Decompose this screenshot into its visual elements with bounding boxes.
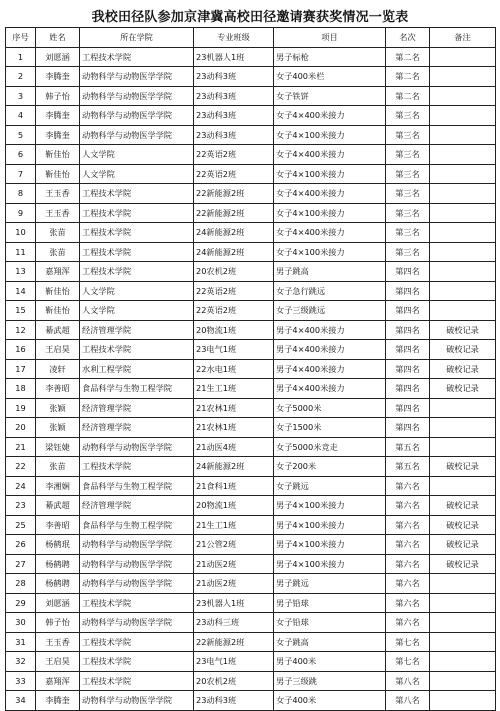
- cell-event: 男子4×100米接力: [274, 515, 386, 535]
- table-row: [6, 340, 496, 360]
- cell-name: 王启昊: [36, 652, 80, 672]
- cell-name: 凌轩: [36, 359, 80, 379]
- cell-remark: [430, 574, 496, 594]
- cell-class: 23动科3班: [194, 125, 274, 145]
- cell-name: 綦武超: [36, 496, 80, 516]
- cell-name: 王玉香: [36, 203, 80, 223]
- cell-rank: 第四名: [386, 398, 430, 418]
- cell-remark: [430, 613, 496, 633]
- cell-remark: [430, 593, 496, 613]
- cell-index: 24: [6, 476, 36, 496]
- cell-rank: 第四名: [386, 281, 430, 301]
- table-row: [6, 554, 496, 574]
- cell-index: 23: [6, 496, 36, 516]
- cell-college: 动物科学与动物医学学院: [80, 106, 194, 126]
- cell-name: 嘉翔浑: [36, 671, 80, 691]
- cell-name: 靳佳怡: [36, 164, 80, 184]
- cell-event: 男子跳高: [274, 262, 386, 282]
- table-row: [6, 457, 496, 477]
- cell-remark: [430, 86, 496, 106]
- cell-class: 22新能源2班: [194, 632, 274, 652]
- cell-college: 人文学院: [80, 145, 194, 165]
- cell-event: 女子400米: [274, 691, 386, 711]
- cell-rank: 第四名: [386, 359, 430, 379]
- cell-index: 28: [6, 574, 36, 594]
- cell-college: 动物科学与动物医学学院: [80, 613, 194, 633]
- table-row: [6, 164, 496, 184]
- cell-class: 23动科3班: [194, 67, 274, 87]
- cell-event: 女子4×400米接力: [274, 184, 386, 204]
- cell-index: 16: [6, 340, 36, 360]
- cell-college: 人文学院: [80, 301, 194, 321]
- cell-index: 33: [6, 671, 36, 691]
- cell-class: 21生工1班: [194, 379, 274, 399]
- cell-event: 女子4×100米接力: [274, 164, 386, 184]
- header-event: 项目: [274, 28, 386, 48]
- table-row: [6, 320, 496, 340]
- table-row: [6, 476, 496, 496]
- cell-class: 22英语2班: [194, 164, 274, 184]
- cell-index: 12: [6, 320, 36, 340]
- cell-college: 工程技术学院: [80, 457, 194, 477]
- cell-college: 人文学院: [80, 164, 194, 184]
- cell-college: 工程技术学院: [80, 340, 194, 360]
- cell-remark: [430, 47, 496, 67]
- table-row: [6, 379, 496, 399]
- cell-name: 杨鹤聘: [36, 554, 80, 574]
- cell-name: 李腾奎: [36, 691, 80, 711]
- cell-index: 10: [6, 223, 36, 243]
- cell-remark: [430, 437, 496, 457]
- cell-remark: [430, 203, 496, 223]
- cell-event: 女子4×400米接力: [274, 106, 386, 126]
- cell-class: 21农林1班: [194, 418, 274, 438]
- cell-index: 1: [6, 47, 36, 67]
- cell-name: 张苗: [36, 223, 80, 243]
- table-row: [6, 437, 496, 457]
- cell-class: 20物流1班: [194, 496, 274, 516]
- table-row: [6, 671, 496, 691]
- table-row: [6, 398, 496, 418]
- table-row: [6, 125, 496, 145]
- cell-name: 靳佳怡: [36, 281, 80, 301]
- cell-college: 动物科学与动物医学学院: [80, 554, 194, 574]
- cell-college: 工程技术学院: [80, 184, 194, 204]
- cell-rank: 第三名: [386, 242, 430, 262]
- cell-remark: [430, 164, 496, 184]
- table-row: [6, 203, 496, 223]
- table-row: [6, 301, 496, 321]
- cell-remark: [430, 418, 496, 438]
- cell-rank: 第三名: [386, 203, 430, 223]
- cell-name: 嘉翔浑: [36, 262, 80, 282]
- cell-class: 24新能源2班: [194, 457, 274, 477]
- cell-event: 女子4×400米接力: [274, 223, 386, 243]
- cell-name: 李湘娴: [36, 476, 80, 496]
- cell-remark: [430, 632, 496, 652]
- table-row: [6, 281, 496, 301]
- cell-event: 女子急行跳远: [274, 281, 386, 301]
- cell-class: 21食科1班: [194, 476, 274, 496]
- table-row: [6, 418, 496, 438]
- cell-remark: 破校记录: [430, 379, 496, 399]
- cell-name: 张颖: [36, 418, 80, 438]
- cell-index: 15: [6, 301, 36, 321]
- table-row: [6, 184, 496, 204]
- cell-name: 杨鹤珉: [36, 535, 80, 555]
- cell-college: 工程技术学院: [80, 203, 194, 223]
- cell-index: 25: [6, 515, 36, 535]
- cell-college: 经济管理学院: [80, 398, 194, 418]
- cell-rank: 第四名: [386, 340, 430, 360]
- cell-remark: 破校记录: [430, 496, 496, 516]
- cell-event: 女子4×100米接力: [274, 125, 386, 145]
- cell-college: 工程技术学院: [80, 47, 194, 67]
- cell-college: 工程技术学院: [80, 242, 194, 262]
- cell-rank: 第三名: [386, 145, 430, 165]
- cell-class: 23动科3班: [194, 86, 274, 106]
- cell-college: 动物科学与动物医学学院: [80, 437, 194, 457]
- cell-index: 27: [6, 554, 36, 574]
- table-row: [6, 223, 496, 243]
- cell-rank: 第三名: [386, 125, 430, 145]
- cell-college: 经济管理学院: [80, 496, 194, 516]
- cell-name: 靳佳怡: [36, 145, 80, 165]
- cell-class: 22水电1班: [194, 359, 274, 379]
- cell-name: 韩子怡: [36, 613, 80, 633]
- cell-remark: [430, 125, 496, 145]
- cell-college: 经济管理学院: [80, 418, 194, 438]
- cell-rank: 第六名: [386, 593, 430, 613]
- cell-index: 21: [6, 437, 36, 457]
- cell-college: 经济管理学院: [80, 320, 194, 340]
- cell-event: 男子4×100米接力: [274, 554, 386, 574]
- cell-remark: [430, 691, 496, 711]
- cell-index: 22: [6, 457, 36, 477]
- cell-index: 20: [6, 418, 36, 438]
- cell-event: 男子三级跳: [274, 671, 386, 691]
- table-row: [6, 67, 496, 87]
- cell-college: 工程技术学院: [80, 223, 194, 243]
- cell-index: 8: [6, 184, 36, 204]
- cell-event: 女子三级跳远: [274, 301, 386, 321]
- award-table: [5, 27, 496, 711]
- cell-event: 女子400米栏: [274, 67, 386, 87]
- cell-remark: [430, 262, 496, 282]
- cell-name: 李腾奎: [36, 125, 80, 145]
- cell-class: 22新能源2班: [194, 184, 274, 204]
- cell-name: 杨鹤聘: [36, 574, 80, 594]
- cell-event: 男子4×400米接力: [274, 320, 386, 340]
- cell-class: 23动科3班: [194, 106, 274, 126]
- cell-remark: [430, 301, 496, 321]
- cell-event: 女子4×100米接力: [274, 203, 386, 223]
- cell-index: 2: [6, 67, 36, 87]
- table-row: [6, 106, 496, 126]
- table-row: [6, 145, 496, 165]
- cell-college: 动物科学与动物医学学院: [80, 86, 194, 106]
- cell-index: 26: [6, 535, 36, 555]
- cell-index: 32: [6, 652, 36, 672]
- cell-class: 21动医2班: [194, 554, 274, 574]
- cell-rank: 第七名: [386, 632, 430, 652]
- table-row: [6, 593, 496, 613]
- cell-class: 23电气1班: [194, 652, 274, 672]
- header-remark: 备注: [430, 28, 496, 48]
- cell-class: 22英语2班: [194, 145, 274, 165]
- cell-index: 19: [6, 398, 36, 418]
- cell-event: 女子4×100米接力: [274, 242, 386, 262]
- cell-event: 女子跳远: [274, 476, 386, 496]
- cell-college: 水利工程学院: [80, 359, 194, 379]
- header-class: 专业班级: [194, 28, 274, 48]
- cell-remark: 破校记录: [430, 515, 496, 535]
- cell-index: 7: [6, 164, 36, 184]
- cell-class: 20物流1班: [194, 320, 274, 340]
- cell-index: 30: [6, 613, 36, 633]
- table-row: [6, 632, 496, 652]
- cell-name: 靳佳怡: [36, 301, 80, 321]
- cell-college: 食品科学与生物工程学院: [80, 379, 194, 399]
- cell-remark: 破校记录: [430, 340, 496, 360]
- cell-class: 24新能源2班: [194, 242, 274, 262]
- cell-index: 14: [6, 281, 36, 301]
- cell-index: 17: [6, 359, 36, 379]
- cell-rank: 第六名: [386, 554, 430, 574]
- cell-rank: 第六名: [386, 574, 430, 594]
- cell-rank: 第八名: [386, 691, 430, 711]
- table-row: [6, 652, 496, 672]
- cell-event: 男子400米: [274, 652, 386, 672]
- cell-remark: [430, 106, 496, 126]
- cell-college: 工程技术学院: [80, 671, 194, 691]
- cell-rank: 第六名: [386, 476, 430, 496]
- cell-index: 29: [6, 593, 36, 613]
- cell-remark: [430, 671, 496, 691]
- cell-rank: 第六名: [386, 515, 430, 535]
- cell-class: 23动科三班: [194, 613, 274, 633]
- cell-event: 男子4×400米接力: [274, 340, 386, 360]
- cell-event: 女子5000米: [274, 398, 386, 418]
- cell-event: 女子5000米竞走: [274, 437, 386, 457]
- cell-index: 31: [6, 632, 36, 652]
- cell-name: 王启昊: [36, 340, 80, 360]
- cell-index: 34: [6, 691, 36, 711]
- cell-name: 刘愿涵: [36, 47, 80, 67]
- cell-name: 张苗: [36, 457, 80, 477]
- cell-event: 女子跳高: [274, 632, 386, 652]
- cell-rank: 第五名: [386, 437, 430, 457]
- cell-college: 食品科学与生物工程学院: [80, 515, 194, 535]
- cell-name: 李腾奎: [36, 106, 80, 126]
- cell-remark: 破校记录: [430, 320, 496, 340]
- table-row: [6, 515, 496, 535]
- page-title: 我校田径队参加京津冀高校田径邀请赛获奖情况一览表: [91, 10, 409, 25]
- cell-college: 工程技术学院: [80, 652, 194, 672]
- cell-name: 王玉香: [36, 632, 80, 652]
- cell-remark: [430, 184, 496, 204]
- cell-class: 22英语2班: [194, 281, 274, 301]
- cell-event: 男子4×100米接力: [274, 535, 386, 555]
- cell-class: 23动科3班: [194, 691, 274, 711]
- cell-index: 4: [6, 106, 36, 126]
- cell-index: 18: [6, 379, 36, 399]
- cell-class: 23机器人1班: [194, 593, 274, 613]
- cell-college: 动物科学与动物医学学院: [80, 125, 194, 145]
- cell-remark: [430, 145, 496, 165]
- cell-event: 男子标枪: [274, 47, 386, 67]
- cell-event: 女子铁饼: [274, 86, 386, 106]
- cell-rank: 第六名: [386, 496, 430, 516]
- cell-rank: 第三名: [386, 184, 430, 204]
- cell-remark: [430, 281, 496, 301]
- cell-college: 食品科学与生物工程学院: [80, 476, 194, 496]
- cell-rank: 第三名: [386, 106, 430, 126]
- cell-rank: 第六名: [386, 613, 430, 633]
- cell-class: 20农机2班: [194, 262, 274, 282]
- cell-event: 男子4×400米接力: [274, 379, 386, 399]
- cell-remark: [430, 652, 496, 672]
- cell-college: 人文学院: [80, 281, 194, 301]
- cell-event: 女子200米: [274, 457, 386, 477]
- cell-rank: 第四名: [386, 320, 430, 340]
- cell-index: 5: [6, 125, 36, 145]
- cell-event: 男子4×400米接力: [274, 359, 386, 379]
- cell-event: 女子1500米: [274, 418, 386, 438]
- cell-remark: [430, 67, 496, 87]
- cell-index: 13: [6, 262, 36, 282]
- cell-college: 动物科学与动物医学学院: [80, 691, 194, 711]
- header-name: 姓名: [36, 28, 80, 48]
- cell-class: 21动医2班: [194, 574, 274, 594]
- table-row: [6, 535, 496, 555]
- cell-remark: 破校记录: [430, 457, 496, 477]
- cell-remark: [430, 398, 496, 418]
- cell-name: 梁钰婕: [36, 437, 80, 457]
- cell-name: 王玉香: [36, 184, 80, 204]
- cell-rank: 第五名: [386, 457, 430, 477]
- cell-event: 男子跳远: [274, 574, 386, 594]
- table-row: [6, 359, 496, 379]
- cell-event: 女子4×400米接力: [274, 145, 386, 165]
- cell-rank: 第八名: [386, 671, 430, 691]
- cell-rank: 第七名: [386, 652, 430, 672]
- cell-class: 22新能源2班: [194, 203, 274, 223]
- cell-remark: [430, 476, 496, 496]
- header-rank: 名次: [386, 28, 430, 48]
- table-header-row: [6, 28, 496, 48]
- cell-rank: 第六名: [386, 535, 430, 555]
- header-index: 序号: [6, 28, 36, 48]
- table-row: [6, 47, 496, 67]
- cell-name: 李善昭: [36, 379, 80, 399]
- cell-event: 男子铅球: [274, 593, 386, 613]
- cell-index: 6: [6, 145, 36, 165]
- cell-remark: 破校记录: [430, 554, 496, 574]
- cell-remark: [430, 223, 496, 243]
- cell-rank: 第四名: [386, 262, 430, 282]
- cell-name: 李腾奎: [36, 67, 80, 87]
- cell-event: 男子4×100米接力: [274, 496, 386, 516]
- table-row: [6, 242, 496, 262]
- cell-college: 工程技术学院: [80, 632, 194, 652]
- table-row: [6, 691, 496, 711]
- cell-index: 11: [6, 242, 36, 262]
- cell-rank: 第二名: [386, 47, 430, 67]
- cell-name: 韩子怡: [36, 86, 80, 106]
- table-row: [6, 496, 496, 516]
- cell-college: 动物科学与动物医学学院: [80, 535, 194, 555]
- cell-name: 张苗: [36, 242, 80, 262]
- table-row: [6, 262, 496, 282]
- cell-rank: 第三名: [386, 164, 430, 184]
- cell-class: 22英语2班: [194, 301, 274, 321]
- cell-college: 动物科学与动物医学学院: [80, 574, 194, 594]
- cell-college: 工程技术学院: [80, 593, 194, 613]
- cell-rank: 第三名: [386, 223, 430, 243]
- cell-rank: 第四名: [386, 301, 430, 321]
- cell-remark: [430, 242, 496, 262]
- cell-index: 3: [6, 86, 36, 106]
- cell-name: 綦武超: [36, 320, 80, 340]
- cell-rank: 第二名: [386, 86, 430, 106]
- cell-college: 工程技术学院: [80, 262, 194, 282]
- table-row: [6, 613, 496, 633]
- cell-class: 21动医4班: [194, 437, 274, 457]
- cell-remark: 破校记录: [430, 535, 496, 555]
- cell-name: 刘愿涵: [36, 593, 80, 613]
- cell-class: 21公管2班: [194, 535, 274, 555]
- cell-class: 24新能源2班: [194, 223, 274, 243]
- cell-class: 21农林1班: [194, 398, 274, 418]
- cell-name: 李善昭: [36, 515, 80, 535]
- table-row: [6, 574, 496, 594]
- cell-rank: 第四名: [386, 418, 430, 438]
- cell-remark: 破校记录: [430, 359, 496, 379]
- cell-college: 动物科学与动物医学学院: [80, 67, 194, 87]
- cell-class: 23电气1班: [194, 340, 274, 360]
- cell-rank: 第二名: [386, 67, 430, 87]
- header-college: 所在学院: [80, 28, 194, 48]
- table-row: [6, 86, 496, 106]
- cell-class: 21生工1班: [194, 515, 274, 535]
- cell-event: 女子铅球: [274, 613, 386, 633]
- cell-rank: 第四名: [386, 379, 430, 399]
- cell-class: 23机器人1班: [194, 47, 274, 67]
- cell-index: 9: [6, 203, 36, 223]
- cell-class: 20农机2班: [194, 671, 274, 691]
- cell-name: 张颖: [36, 398, 80, 418]
